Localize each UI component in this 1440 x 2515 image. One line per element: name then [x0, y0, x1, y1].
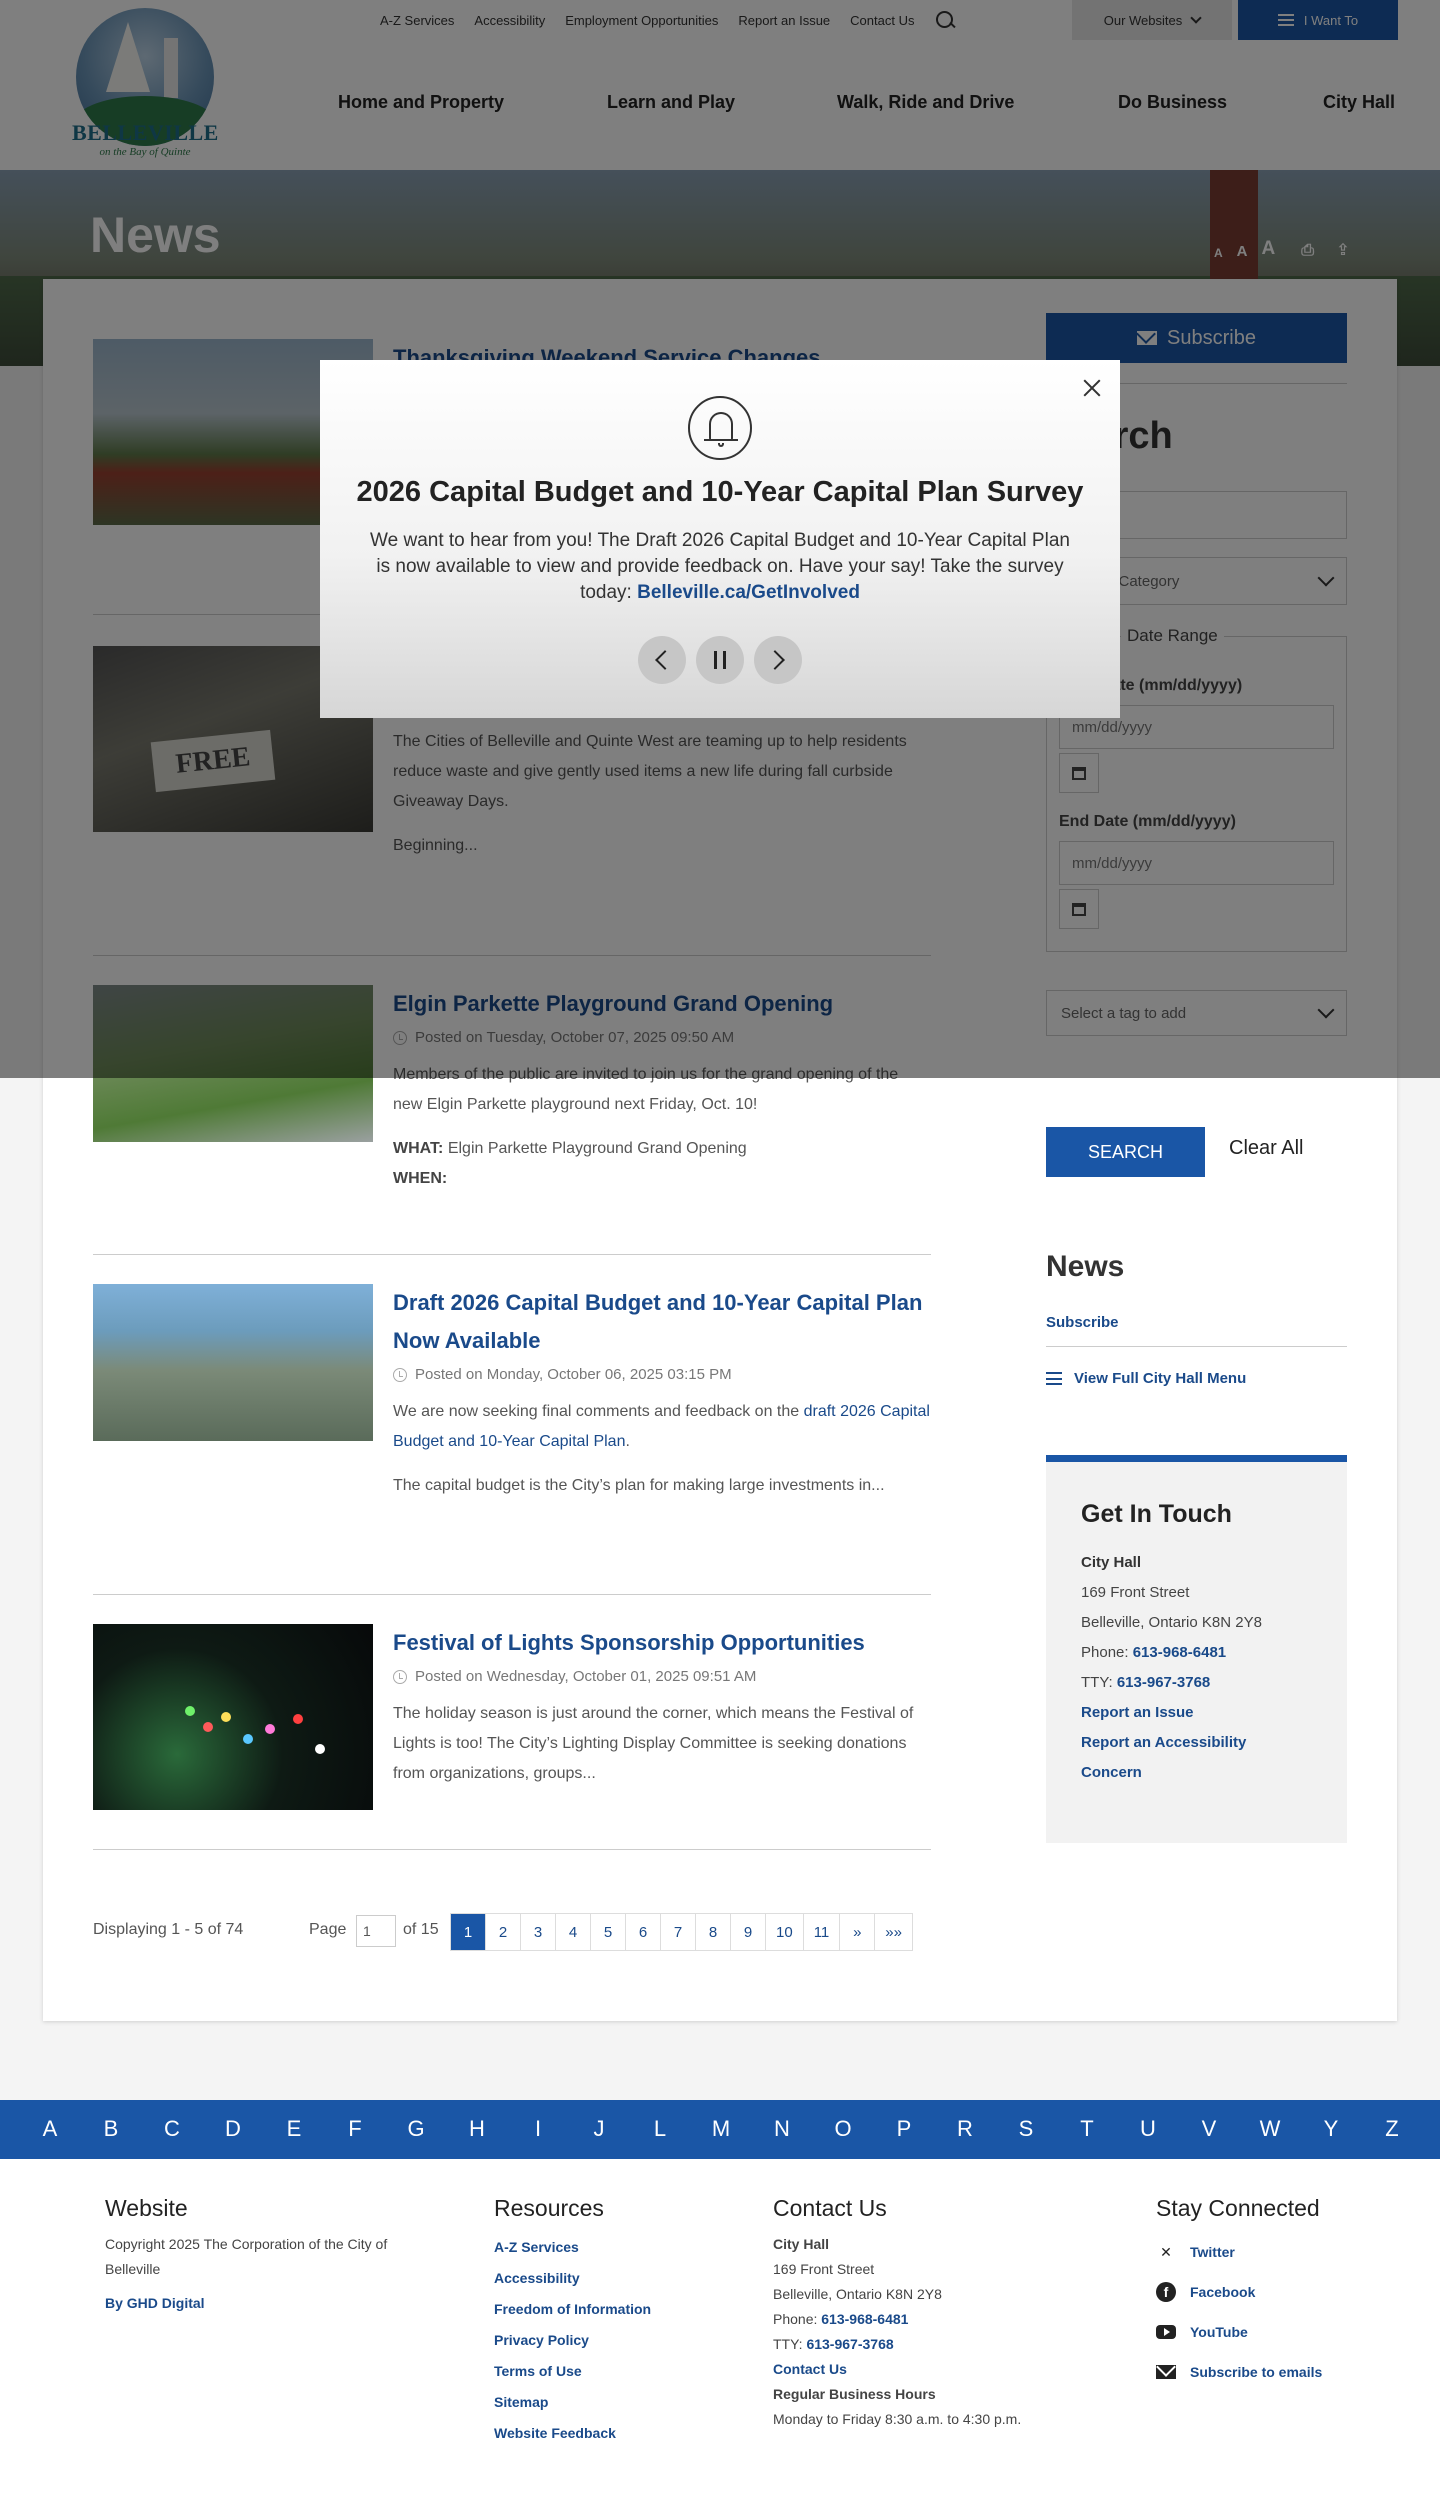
previous-button[interactable]	[638, 636, 686, 684]
list-icon	[1046, 1372, 1062, 1385]
email-icon	[1156, 2365, 1176, 2379]
footer-tty-link[interactable]: 613-967-3768	[806, 2336, 894, 2352]
get-in-touch-panel	[1046, 1455, 1347, 1843]
az-letter[interactable]: L	[653, 2116, 667, 2141]
business-hours: Monday to Friday 8:30 a.m. to 4:30 p.m.	[773, 2411, 1022, 2427]
footer-website	[105, 2195, 395, 2319]
az-letter[interactable]: J	[593, 2116, 605, 2141]
az-letter[interactable]: E	[286, 2116, 302, 2141]
page-link[interactable]: 4	[556, 1914, 591, 1950]
page-last-link[interactable]: »»	[885, 1923, 902, 1941]
news-item	[93, 1284, 931, 1494]
page-link[interactable]: 2	[486, 1914, 521, 1950]
phone-label: Phone:	[1081, 1644, 1129, 1661]
az-letter[interactable]: F	[348, 2116, 362, 2141]
news-summary: The holiday season is just around the corner, which means the Festival of Lights is too! The City’s Lighting Display Committee is seeking donations from organizations, groups...	[393, 1705, 914, 1782]
sidebar-subscribe-link[interactable]: Subscribe	[1046, 1314, 1119, 1331]
close-icon[interactable]	[1080, 376, 1104, 400]
page-link[interactable]: 11	[804, 1914, 841, 1950]
sidebar-news-heading: News	[1046, 1250, 1125, 1283]
copyright-text: Copyright 2025 The Corporation of the City of Belleville	[105, 2236, 388, 2277]
footer-link-sitemap[interactable]: Sitemap	[494, 2394, 549, 2410]
street-address: 169 Front Street	[1081, 1584, 1190, 1601]
social-facebook[interactable]: f Facebook	[1156, 2272, 1396, 2312]
az-letter[interactable]: A	[42, 2116, 58, 2141]
get-in-touch-heading: Get In Touch	[1081, 1500, 1232, 1528]
footer-link-accessibility[interactable]: Accessibility	[494, 2270, 580, 2286]
news-thumbnail-festival-lights[interactable]	[93, 1624, 373, 1810]
footer-link-foi[interactable]: Freedom of Information	[494, 2301, 652, 2317]
az-letter[interactable]: N	[774, 2116, 790, 2141]
news-item	[93, 1624, 931, 1810]
footer-contact-link[interactable]: Contact Us	[773, 2361, 847, 2377]
footer-link-feedback[interactable]: Website Feedback	[494, 2425, 616, 2441]
site-footer	[0, 2159, 1440, 2515]
az-letter[interactable]: P	[896, 2116, 912, 2141]
az-letter[interactable]: T	[1080, 2116, 1094, 2141]
divider	[1046, 1346, 1347, 1347]
city-address: Belleville, Ontario K8N 2Y8	[1081, 1614, 1262, 1631]
tty-label: TTY:	[1081, 1674, 1113, 1691]
report-accessibility-link[interactable]: Report an Accessibility Concern	[1081, 1734, 1247, 1781]
pagination	[93, 1913, 931, 1951]
footer-social-heading: Stay Connected	[1156, 2195, 1320, 2221]
search-button[interactable]: SEARCH	[1046, 1127, 1205, 1177]
page-link[interactable]: 3	[521, 1914, 556, 1950]
page-total: of 15	[403, 1921, 439, 1938]
capital-budget-link[interactable]: draft 2026 Capital Budget and 10-Year Capital Plan	[393, 1403, 930, 1450]
page-link-current[interactable]: 1	[451, 1914, 486, 1950]
page-link[interactable]: 6	[626, 1914, 661, 1950]
clear-all-link[interactable]: Clear All	[1229, 1137, 1304, 1159]
ghd-digital-link[interactable]: By GHD Digital	[105, 2295, 205, 2311]
az-letter[interactable]: G	[407, 2116, 425, 2141]
news-date	[393, 1366, 931, 1383]
tty-link[interactable]: 613-967-3768	[1116, 1674, 1211, 1691]
az-letter[interactable]: O	[834, 2116, 852, 2141]
az-letter[interactable]: Y	[1323, 2116, 1339, 2141]
divider	[93, 1849, 931, 1850]
az-letter[interactable]: W	[1259, 2116, 1281, 2141]
footer-link-az-services[interactable]: A-Z Services	[494, 2239, 579, 2255]
bell-icon	[688, 396, 752, 460]
footer-contact-details: City Hall 169 Front Street Belleville, Ontario K8N 2Y8 Phone: 613-968-6481 TTY: 613-967-3768 Contact Us Regular Business Hours Monday to Friday 8:30 a.m. to 4:30 p.m.	[773, 2236, 1022, 2427]
az-letter[interactable]: V	[1201, 2116, 1217, 2141]
phone-link[interactable]: 613-968-6481	[1132, 1644, 1227, 1661]
az-letter[interactable]: D	[225, 2116, 241, 2141]
az-letter[interactable]: S	[1018, 2116, 1034, 2141]
survey-modal	[320, 360, 1120, 718]
view-full-menu-link[interactable]	[1046, 1370, 1246, 1387]
a-z-index-bar	[0, 2100, 1440, 2159]
get-in-touch-details	[1081, 1548, 1271, 1788]
footer-social	[1156, 2195, 1396, 2392]
news-summary: We are now seeking final comments and feedback on the draft 2026 Capital Budget and 10-Year Capital Plan.	[393, 1403, 930, 1450]
page-link[interactable]: 5	[591, 1914, 626, 1950]
page-link[interactable]: 8	[696, 1914, 731, 1950]
az-letter[interactable]: R	[957, 2116, 973, 2141]
when-label: WHEN:	[393, 1170, 448, 1187]
social-email-subscribe[interactable]: Subscribe to emails	[1156, 2352, 1396, 2392]
news-more: The capital budget is the City’s plan for making large investments in...	[393, 1477, 885, 1494]
report-issue-link[interactable]: Report an Issue	[1081, 1704, 1194, 1721]
facebook-icon: f	[1156, 2282, 1176, 2302]
next-button[interactable]	[754, 636, 802, 684]
divider	[93, 1254, 931, 1255]
footer-phone-link[interactable]: 613-968-6481	[821, 2311, 909, 2327]
social-twitter[interactable]: ✕ Twitter	[1156, 2232, 1396, 2272]
news-summary: new Elgin Parkette playground next Friday, Oct. 10!	[393, 1096, 758, 1113]
modal-title: 2026 Capital Budget and 10-Year Capital Plan Survey	[356, 476, 1084, 508]
modal-message: We want to hear from you! The Draft 2026 Capital Budget and 10-Year Capital Plan is now available to view and provide feedback on. Have your say! Take the survey today: Belleville.ca/GetInvolved	[370, 530, 1070, 603]
page-label: Page	[309, 1921, 347, 1938]
footer-resources	[494, 2195, 714, 2449]
what-value: Elgin Parkette Playground Grand Opening	[447, 1140, 747, 1157]
page-links	[450, 1913, 913, 1951]
az-letter[interactable]: H	[469, 2116, 485, 2141]
social-youtube[interactable]: YouTube	[1156, 2312, 1396, 2352]
page-link[interactable]: 9	[731, 1914, 766, 1950]
page-link[interactable]: 10	[766, 1914, 804, 1950]
view-full-menu-label: View Full City Hall Menu	[1074, 1370, 1247, 1387]
footer-contact	[773, 2195, 1073, 2432]
az-letter[interactable]: C	[164, 2116, 180, 2141]
page-number-input[interactable]	[356, 1915, 396, 1947]
footer-website-heading: Website	[105, 2195, 188, 2221]
get-involved-link[interactable]: Belleville.ca/GetInvolved	[637, 582, 860, 603]
footer-link-privacy[interactable]: Privacy Policy	[494, 2332, 589, 2348]
news-what-line	[393, 1134, 931, 1194]
pause-icon	[714, 651, 726, 669]
az-letter[interactable]: I	[534, 2116, 542, 2141]
page-link[interactable]: 7	[661, 1914, 696, 1950]
chevron-left-icon	[655, 650, 675, 670]
office-name: City Hall	[1081, 1554, 1142, 1571]
divider	[93, 1594, 931, 1595]
news-thumbnail-city-aerial[interactable]	[93, 1284, 373, 1441]
what-label: WHAT:	[393, 1140, 444, 1157]
youtube-icon	[1156, 2325, 1176, 2339]
business-hours-label: Regular Business Hours	[773, 2386, 936, 2402]
clock-icon	[393, 1368, 407, 1382]
footer-contact-heading: Contact Us	[773, 2195, 887, 2221]
news-title-link[interactable]: Festival of Lights Sponsorship Opportunities	[393, 1630, 865, 1655]
footer-link-terms[interactable]: Terms of Use	[494, 2363, 582, 2379]
page-next-link[interactable]: »	[840, 1914, 875, 1950]
az-letter[interactable]: B	[103, 2116, 119, 2141]
chevron-right-icon	[765, 650, 785, 670]
clock-icon	[393, 1670, 407, 1684]
footer-resources-heading: Resources	[494, 2195, 604, 2221]
pause-button[interactable]	[696, 636, 744, 684]
news-date-text: Posted on Wednesday, October 01, 2025 09:51 AM	[415, 1668, 757, 1685]
footer-office-name: City Hall	[773, 2236, 830, 2252]
news-title-link[interactable]: Draft 2026 Capital Budget and 10-Year Capital Plan Now Available	[393, 1290, 923, 1353]
az-letter[interactable]: Z	[1385, 2116, 1399, 2141]
x-twitter-icon: ✕	[1160, 2243, 1172, 2260]
news-date-text: Posted on Monday, October 06, 2025 03:15 PM	[415, 1366, 732, 1383]
displaying-count: Displaying 1 - 5 of 74	[93, 1921, 244, 1938]
az-letter[interactable]: M	[711, 2116, 731, 2141]
az-letter[interactable]: U	[1140, 2116, 1156, 2141]
news-date	[393, 1668, 931, 1685]
